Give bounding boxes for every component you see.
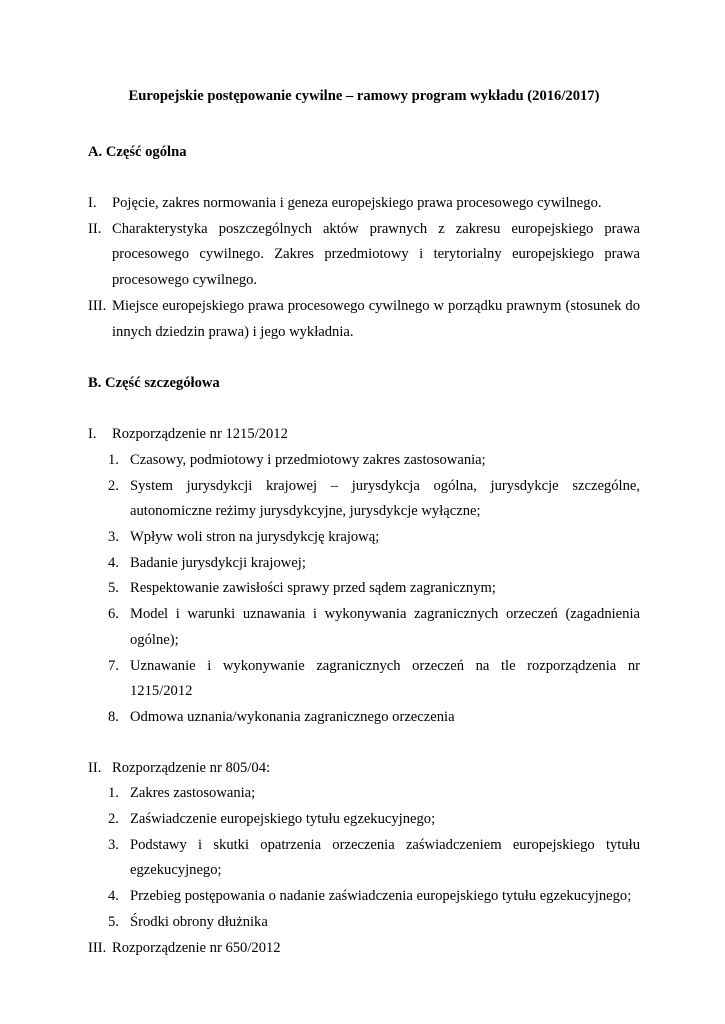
list-item [88,807,640,833]
section-b-heading: B. Część szczegółowa [88,375,220,392]
group-marker: II. [88,759,102,776]
document-title: Europejskie postępowanie cywilne – ramowy program wykładu (2016/2017) [128,88,600,104]
section-b-group [88,756,640,782]
list-item [88,602,640,653]
group-marker: III. [88,939,107,956]
item-text: Zaświadczenie europejskiego tytułu egzekucyjnego; [130,811,436,828]
item-text: Podstawy i skutki opatrzenia orzeczenia zaświadczeniem europejskiego tytułu egzekucyjnego; [130,836,640,879]
item-marker: II. [88,220,102,237]
item-text: Czasowy, podmiotowy i przedmiotowy zakres zastosowania; [130,451,486,468]
item-marker: 7. [108,657,119,674]
list-item [88,576,640,602]
item-text: Uznawanie i wykonywanie zagranicznych orzeczeń na tle rozporządzenia nr 1215/2012 [130,657,640,700]
item-marker: I. [88,195,97,211]
item-marker: 8. [108,708,119,725]
item-marker: 5. [108,580,119,597]
list-item [88,705,640,731]
item-text: System jurysdykcji krajowej – jurysdykcja ogólna, jurysdykcje szczególne, autonomiczne reżimy jurysdykcyjne, jurysdykcje wyłączne; [130,477,640,520]
section-b-group [88,936,640,962]
item-marker: 2. [108,811,119,828]
item-text: Odmowa uznania/wykonania zagranicznego orzeczenia [130,708,455,725]
group-items [88,781,640,935]
item-marker: 2. [108,477,119,494]
list-item [88,910,640,936]
list-item [88,654,640,705]
section-a-item [88,294,640,345]
item-marker: 6. [108,606,119,623]
item-text: Miejsce europejskiego prawa procesowego cywilnego w porządku prawnym (stosunek do innych dziedzin prawa) i jego wykładnia. [112,297,640,340]
item-marker: 1. [108,785,119,802]
list-item [88,525,640,551]
group-title: Rozporządzenie nr 650/2012 [112,939,281,956]
list-item [88,474,640,525]
item-marker: 3. [108,836,119,853]
section-b-group [88,422,640,448]
item-marker: 5. [108,913,119,930]
section-a-list [88,191,640,345]
list-item [88,781,640,807]
item-marker: III. [88,297,107,314]
section-a-item [88,191,640,217]
document-page [88,84,640,961]
section-a-heading: A. Część ogólna [88,144,187,160]
section-a-item [88,217,640,294]
item-text: Zakres zastosowania; [130,785,256,802]
item-text: Przebieg postępowania o nadanie zaświadczenia europejskiego tytułu egzekucyjnego; [130,888,632,905]
list-item [88,884,640,910]
item-marker: 1. [108,451,119,468]
list-item [88,833,640,884]
item-text: Środki obrony dłużnika [130,913,268,930]
item-marker: 3. [108,529,119,546]
list-item [88,551,640,577]
item-text: Badanie jurysdykcji krajowej; [130,554,306,571]
group-items [88,448,640,731]
group-title: Rozporządzenie nr 805/04: [112,759,271,776]
group-title: Rozporządzenie nr 1215/2012 [112,426,288,443]
list-item [88,448,640,474]
item-text: Charakterystyka poszczególnych aktów prawnych z zakresu europejskiego prawa procesowego cywilnego. Zakres przedmiotowy i terytorialny europejskiego prawa procesowego cywilnego. [112,220,640,289]
item-text: Pojęcie, zakres normowania i geneza europejskiego prawa procesowego cywilnego. [112,195,602,211]
item-marker: 4. [108,554,119,571]
item-marker: 4. [108,888,119,905]
group-marker: I. [88,426,97,443]
section-b-list [88,422,640,961]
item-text: Wpływ woli stron na jurysdykcję krajową; [130,529,380,546]
item-text: Model i warunki uznawania i wykonywania zagranicznych orzeczeń (zagadnienia ogólne); [130,606,640,648]
item-text: Respektowanie zawisłości sprawy przed sądem zagranicznym; [130,580,496,597]
